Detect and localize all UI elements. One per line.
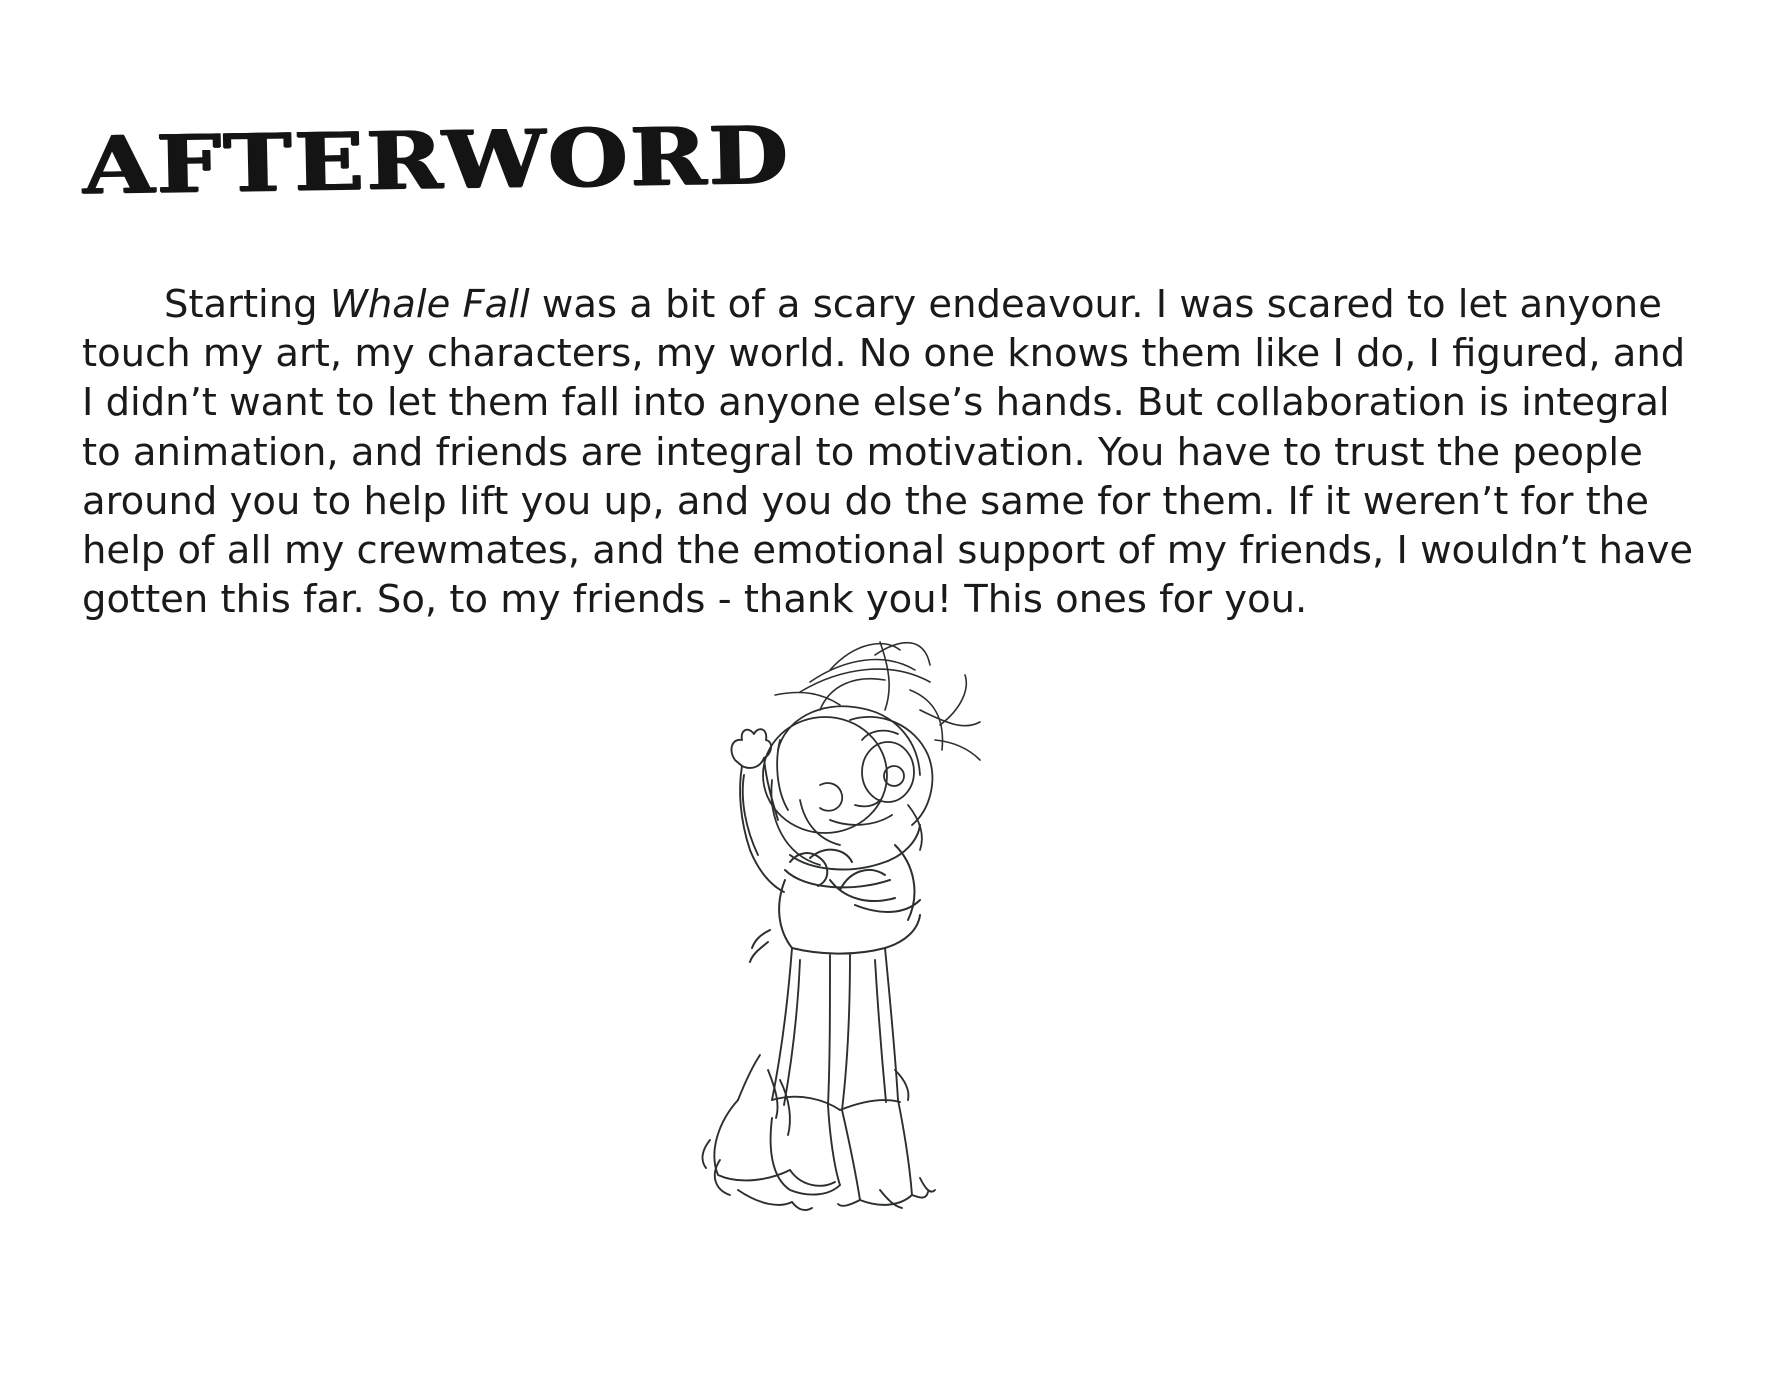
sketch-heads [763,706,932,865]
page-title: AFTERWORD [81,108,792,212]
paragraph-line: to animation, and friends are integral to motivation. You have to trust the people [82,429,1643,475]
sketch-icon [680,630,1060,1260]
paragraph-line: around you to help lift you up, and you do the same for them. If it weren’t for the [82,478,1649,524]
paragraph-line: touch my art, my characters, my world. No one knows them like I do, I figured, and [82,331,1686,377]
sketch-legs [738,948,908,1135]
hug-sketch-illustration [680,630,1060,1260]
paragraph-line [82,280,1732,329]
paragraph-line: I didn’t want to let them fall into anyone else’s hands. But collaboration is integral [82,380,1670,426]
sketch-hair-strands [775,642,980,760]
sketch-feet [703,1100,935,1210]
line-text-after: was a bit of a scary endeavour. I was scared to let anyone [529,282,1662,327]
paragraph-line: help of all my crewmates, and the emotional support of my friends, I wouldn’t have [82,528,1694,574]
afterword-paragraph [82,280,1732,624]
paragraph-line: gotten this far. So, to my friends - thank you! This ones for you. [82,577,1308,623]
line-text-before: Starting [164,282,330,327]
sketch-torsos [750,825,920,962]
book-title-emphasis: Whale Fall [329,282,530,327]
